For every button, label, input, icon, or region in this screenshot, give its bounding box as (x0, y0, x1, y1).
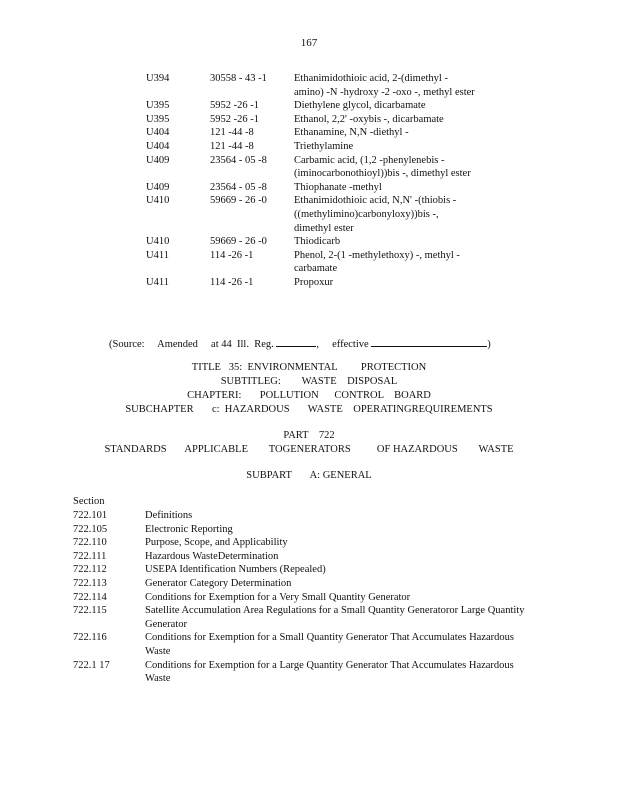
cas-number: 59669 - 26 -0 (210, 236, 267, 248)
section-label: Section (73, 496, 105, 507)
waste-code: U404 (146, 127, 170, 139)
waste-code: U411 (146, 276, 169, 288)
chemical-name: Phenol, 2-(1 -methylethoxy) -, methyl - carbamate (294, 249, 460, 275)
table-row (146, 181, 476, 195)
chemical-name: Diethylene glycol, dicarbamate (294, 100, 426, 112)
table-row (146, 72, 476, 99)
section-table-of-contents (73, 509, 537, 686)
chemical-name: Thiodicarb (294, 236, 341, 248)
page-number: 167 (300, 37, 318, 49)
waste-code: U410 (146, 236, 170, 248)
cas-number: 5952 -26 -1 (210, 113, 259, 125)
source-note-prefix: (Source: Amended at 44 Ill. Reg. (109, 339, 274, 350)
cas-number: 121 -44 -8 (210, 140, 254, 152)
chemical-name: Triethylamine (294, 140, 354, 152)
section-title: USEPA Identification Numbers (Repealed) (145, 564, 326, 576)
part-heading: PART 722 (283, 430, 335, 441)
list-item (73, 631, 537, 658)
section-number: 722.110 (73, 537, 107, 549)
waste-code: U410 (146, 195, 170, 207)
list-item (73, 591, 537, 605)
section-number: 722.113 (73, 577, 107, 589)
section-title: Conditions for Exemption for a Very Small Quantity Generator (145, 591, 411, 603)
section-number: 722.112 (73, 564, 107, 576)
section-number: 722.116 (73, 632, 107, 644)
table-row (146, 235, 476, 249)
section-number: 722.114 (73, 591, 107, 603)
section-title: Hazardous WasteDetermination (145, 550, 279, 562)
waste-code: U409 (146, 181, 170, 193)
waste-code: U395 (146, 100, 170, 112)
cas-number: 5952 -26 -1 (210, 100, 259, 112)
register-blank (276, 336, 316, 347)
cas-number: 121 -44 -8 (210, 127, 254, 139)
table-row (146, 99, 476, 113)
table-row (146, 140, 476, 154)
subpart-heading: SUBPART A: GENERAL (246, 470, 372, 481)
list-item (73, 509, 537, 523)
subchapter-heading: SUBCHAPTER c: HAZARDOUS WASTE OPERATINGREQUIREMENTS (125, 404, 493, 415)
title-heading: TITLE 35: ENVIRONMENTAL PROTECTION (191, 362, 427, 373)
waste-code: U394 (146, 73, 170, 84)
cas-number: 114 -26 -1 (210, 249, 254, 261)
cas-number: 30558 - 43 -1 (210, 73, 267, 84)
chemical-name: Ethanimidothioic acid, 2-(dimethyl - amino) -N -hydroxy -2 -oxo -, methyl ester (294, 73, 475, 98)
table-row (146, 276, 476, 290)
section-title: Conditions for Exemption for a Large Quantity Generator That Accumulates Hazardous Waste (145, 659, 514, 685)
chemical-name: Ethanol, 2,2' -oxybis -, dicarbamate (294, 113, 444, 125)
section-title: Definitions (145, 510, 193, 521)
cas-number: 114 -26 -1 (210, 276, 254, 288)
source-note (109, 336, 491, 350)
list-item (73, 563, 537, 577)
section-title: Purpose, Scope, and Applicability (145, 537, 288, 549)
table-row (146, 249, 476, 276)
list-item (73, 659, 537, 686)
chemical-name: Propoxur (294, 276, 334, 288)
table-row (146, 113, 476, 127)
waste-code: U411 (146, 249, 169, 261)
cas-number: 23564 - 05 -8 (210, 181, 267, 193)
list-item (73, 604, 537, 631)
section-title: Conditions for Exemption for a Small Quantity Generator That Accumulates Hazardous Waste (145, 632, 514, 657)
table-row (146, 126, 476, 140)
chemical-name: Ethanamine, N,N -diethyl - (294, 127, 409, 139)
chemical-name: Ethanimidothioic acid, N,N' -(thiobis - ((methylimino)carbonyloxy))bis -, dimethyl ester (294, 195, 457, 234)
list-item (73, 523, 537, 537)
list-item (73, 536, 537, 550)
source-note-middle: , effective (316, 339, 369, 350)
section-title: Electronic Reporting (145, 523, 233, 535)
subtitle-heading: SUBTITLEG: WASTE DISPOSAL (220, 376, 398, 387)
part-title-heading: STANDARDS APPLICABLE TOGENERATORS OF HAZARDOUS WASTE (104, 444, 514, 455)
effective-date-blank (371, 336, 487, 347)
section-number: 722.1 17 (73, 659, 110, 671)
waste-code: U395 (146, 113, 170, 125)
chapter-heading: CHAPTERI: POLLUTION CONTROL BOARD (187, 390, 431, 401)
waste-code: U409 (146, 154, 170, 166)
table-row (146, 154, 476, 181)
cas-number: 23564 - 05 -8 (210, 154, 267, 166)
section-number: 722.105 (73, 523, 108, 535)
section-title: Satellite Accumulation Area Regulations for a Small Quantity Generatoror Large Quantity Generator (145, 605, 525, 630)
waste-code: U404 (146, 140, 170, 152)
source-note-suffix: ) (487, 339, 491, 350)
section-number: 722.115 (73, 605, 107, 617)
hazardous-waste-table (146, 72, 476, 290)
section-number: 722.101 (73, 510, 108, 521)
list-item (73, 577, 537, 591)
table-row (146, 194, 476, 235)
chemical-name: Thiophanate -methyl (294, 181, 382, 193)
cas-number: 59669 - 26 -0 (210, 195, 267, 207)
section-title: Generator Category Determination (145, 577, 292, 589)
chemical-name: Carbamic acid, (1,2 -phenylenebis - (iminocarbonothioyl))bis -, dimethyl ester (294, 154, 471, 180)
section-number: 722.111 (73, 550, 107, 562)
list-item (73, 550, 537, 564)
